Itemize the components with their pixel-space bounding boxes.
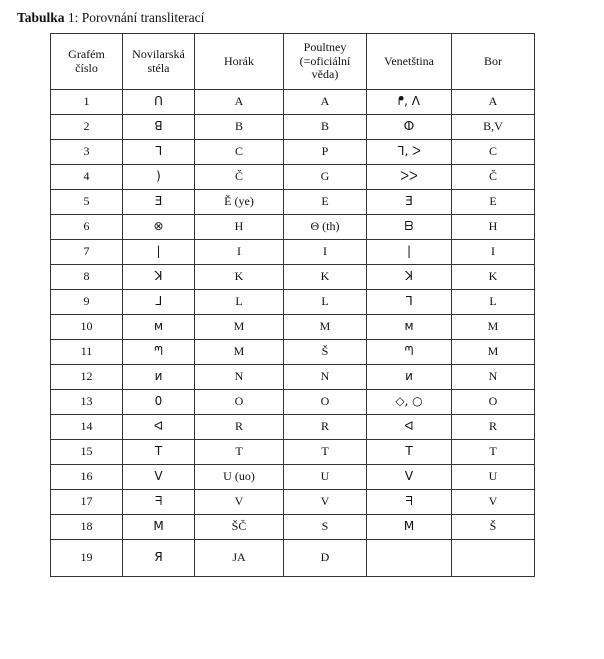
cell-bor: L	[452, 290, 535, 315]
table-row	[51, 90, 535, 115]
cell-novilara-stele: V	[123, 465, 195, 490]
table-row	[51, 215, 535, 240]
cell-horak: M	[195, 315, 284, 340]
cell-horak: Č	[195, 165, 284, 190]
cell-bor: C	[452, 140, 535, 165]
table-row	[51, 290, 535, 315]
cell-venetic: ᖷ	[367, 490, 452, 515]
cell-poultney: O	[284, 390, 367, 415]
table-row	[51, 115, 535, 140]
cell-horak: V	[195, 490, 284, 515]
caption-number: 1	[64, 10, 75, 25]
cell-venetic: ᒣ, ᐳ	[367, 140, 452, 165]
cell-venetic: M	[367, 515, 452, 540]
cell-venetic: ᒣ	[367, 290, 452, 315]
cell-horak: H	[195, 215, 284, 240]
cell-bor: K	[452, 265, 535, 290]
cell-grapheme-number: 14	[51, 415, 123, 440]
cell-grapheme-number: 16	[51, 465, 123, 490]
cell-venetic: Ǝ	[367, 190, 452, 215]
cell-poultney: D	[284, 540, 367, 577]
caption-prefix: Tabulka	[17, 10, 65, 25]
cell-poultney: E	[284, 190, 367, 215]
caption-text: : Porovnání transliterací	[74, 10, 205, 25]
cell-novilara-stele: T	[123, 440, 195, 465]
cell-novilara-stele: Я	[123, 540, 195, 577]
table-row	[51, 190, 535, 215]
cell-horak: T	[195, 440, 284, 465]
cell-venetic: ᖰ, ᐱ	[367, 90, 452, 115]
cell-venetic: |	[367, 240, 452, 265]
cell-venetic: ᗷ	[367, 215, 452, 240]
cell-grapheme-number: 3	[51, 140, 123, 165]
cell-grapheme-number: 9	[51, 290, 123, 315]
cell-horak: A	[195, 90, 284, 115]
table-caption	[17, 10, 204, 26]
cell-bor: M	[452, 315, 535, 340]
cell-horak: I	[195, 240, 284, 265]
cell-grapheme-number: 2	[51, 115, 123, 140]
cell-novilara-stele: )	[123, 165, 195, 190]
cell-poultney: V	[284, 490, 367, 515]
cell-venetic: T	[367, 440, 452, 465]
cell-grapheme-number: 18	[51, 515, 123, 540]
cell-grapheme-number: 11	[51, 340, 123, 365]
cell-bor	[452, 540, 535, 577]
cell-novilara-stele: ᖷ	[123, 490, 195, 515]
cell-horak: O	[195, 390, 284, 415]
header-bor: Bor	[452, 34, 535, 90]
cell-grapheme-number: 13	[51, 390, 123, 415]
table-row	[51, 440, 535, 465]
header-grapheme-number: Grafém číslo	[51, 34, 123, 90]
cell-novilara-stele: ᑎ	[123, 90, 195, 115]
header-novilara-stele: Novilarská stéla	[123, 34, 195, 90]
cell-bor: U	[452, 465, 535, 490]
cell-horak: ŠČ	[195, 515, 284, 540]
cell-novilara-stele: ꓭ	[123, 115, 195, 140]
cell-horak: U (uo)	[195, 465, 284, 490]
cell-poultney: G	[284, 165, 367, 190]
header-poultney: Poultney (=oficiální věda)	[284, 34, 367, 90]
cell-poultney: U	[284, 465, 367, 490]
cell-venetic: ꓘ	[367, 265, 452, 290]
cell-novilara-stele: ᴎ	[123, 365, 195, 390]
table-row	[51, 465, 535, 490]
cell-novilara-stele: ⊗	[123, 215, 195, 240]
cell-poultney: S	[284, 515, 367, 540]
transliteration-table	[50, 33, 535, 577]
cell-poultney: I	[284, 240, 367, 265]
table-row	[51, 490, 535, 515]
cell-poultney: Š	[284, 340, 367, 365]
cell-venetic: ᘉ	[367, 340, 452, 365]
cell-grapheme-number: 5	[51, 190, 123, 215]
cell-grapheme-number: 8	[51, 265, 123, 290]
cell-horak: C	[195, 140, 284, 165]
cell-poultney: B	[284, 115, 367, 140]
cell-bor: A	[452, 90, 535, 115]
cell-bor: V	[452, 490, 535, 515]
cell-poultney: T	[284, 440, 367, 465]
cell-poultney: P	[284, 140, 367, 165]
header-row	[51, 34, 535, 90]
cell-venetic: ᐳᐳ	[367, 165, 452, 190]
table-row	[51, 390, 535, 415]
cell-bor: Č	[452, 165, 535, 190]
cell-grapheme-number: 7	[51, 240, 123, 265]
cell-grapheme-number: 17	[51, 490, 123, 515]
cell-novilara-stele: ꓘ	[123, 265, 195, 290]
cell-venetic: ᴎ	[367, 365, 452, 390]
cell-venetic: ◇, ○	[367, 390, 452, 415]
cell-bor: T	[452, 440, 535, 465]
cell-bor: Š	[452, 515, 535, 540]
cell-horak: N	[195, 365, 284, 390]
header-venetic: Venetština	[367, 34, 452, 90]
table-row	[51, 365, 535, 390]
table-row	[51, 340, 535, 365]
cell-grapheme-number: 19	[51, 540, 123, 577]
cell-novilara-stele: 0	[123, 390, 195, 415]
cell-novilara-stele: ᴍ	[123, 315, 195, 340]
cell-novilara-stele: ᘉ	[123, 340, 195, 365]
cell-grapheme-number: 4	[51, 165, 123, 190]
table-row	[51, 240, 535, 265]
table-body	[51, 90, 535, 577]
cell-grapheme-number: 15	[51, 440, 123, 465]
cell-bor: N	[452, 365, 535, 390]
cell-venetic: V	[367, 465, 452, 490]
cell-bor: I	[452, 240, 535, 265]
cell-venetic	[367, 540, 452, 577]
cell-bor: B,V	[452, 115, 535, 140]
cell-poultney: K	[284, 265, 367, 290]
cell-horak: B	[195, 115, 284, 140]
table-row	[51, 140, 535, 165]
cell-horak: M	[195, 340, 284, 365]
cell-horak: K	[195, 265, 284, 290]
cell-novilara-stele: Ǝ	[123, 190, 195, 215]
cell-grapheme-number: 1	[51, 90, 123, 115]
cell-grapheme-number: 6	[51, 215, 123, 240]
cell-horak: JA	[195, 540, 284, 577]
cell-bor: H	[452, 215, 535, 240]
table-row	[51, 265, 535, 290]
header-horak: Horák	[195, 34, 284, 90]
cell-novilara-stele: ᒧ	[123, 290, 195, 315]
cell-bor: R	[452, 415, 535, 440]
cell-bor: O	[452, 390, 535, 415]
cell-venetic: ᴍ	[367, 315, 452, 340]
cell-novilara-stele: ᐊ	[123, 415, 195, 440]
cell-poultney: M	[284, 315, 367, 340]
cell-bor: E	[452, 190, 535, 215]
cell-novilara-stele: ᒣ	[123, 140, 195, 165]
cell-horak: R	[195, 415, 284, 440]
cell-grapheme-number: 12	[51, 365, 123, 390]
cell-poultney: R	[284, 415, 367, 440]
cell-grapheme-number: 10	[51, 315, 123, 340]
cell-bor: M	[452, 340, 535, 365]
cell-horak: Ě (ye)	[195, 190, 284, 215]
cell-poultney: A	[284, 90, 367, 115]
table-row	[51, 315, 535, 340]
cell-poultney: N	[284, 365, 367, 390]
table-row	[51, 415, 535, 440]
cell-venetic: ᐊ	[367, 415, 452, 440]
table-row	[51, 540, 535, 577]
cell-novilara-stele: |	[123, 240, 195, 265]
table-row	[51, 165, 535, 190]
cell-novilara-stele: M	[123, 515, 195, 540]
cell-venetic: ⵀ	[367, 115, 452, 140]
cell-poultney: L	[284, 290, 367, 315]
table-row	[51, 515, 535, 540]
cell-poultney: Θ (th)	[284, 215, 367, 240]
cell-horak: L	[195, 290, 284, 315]
